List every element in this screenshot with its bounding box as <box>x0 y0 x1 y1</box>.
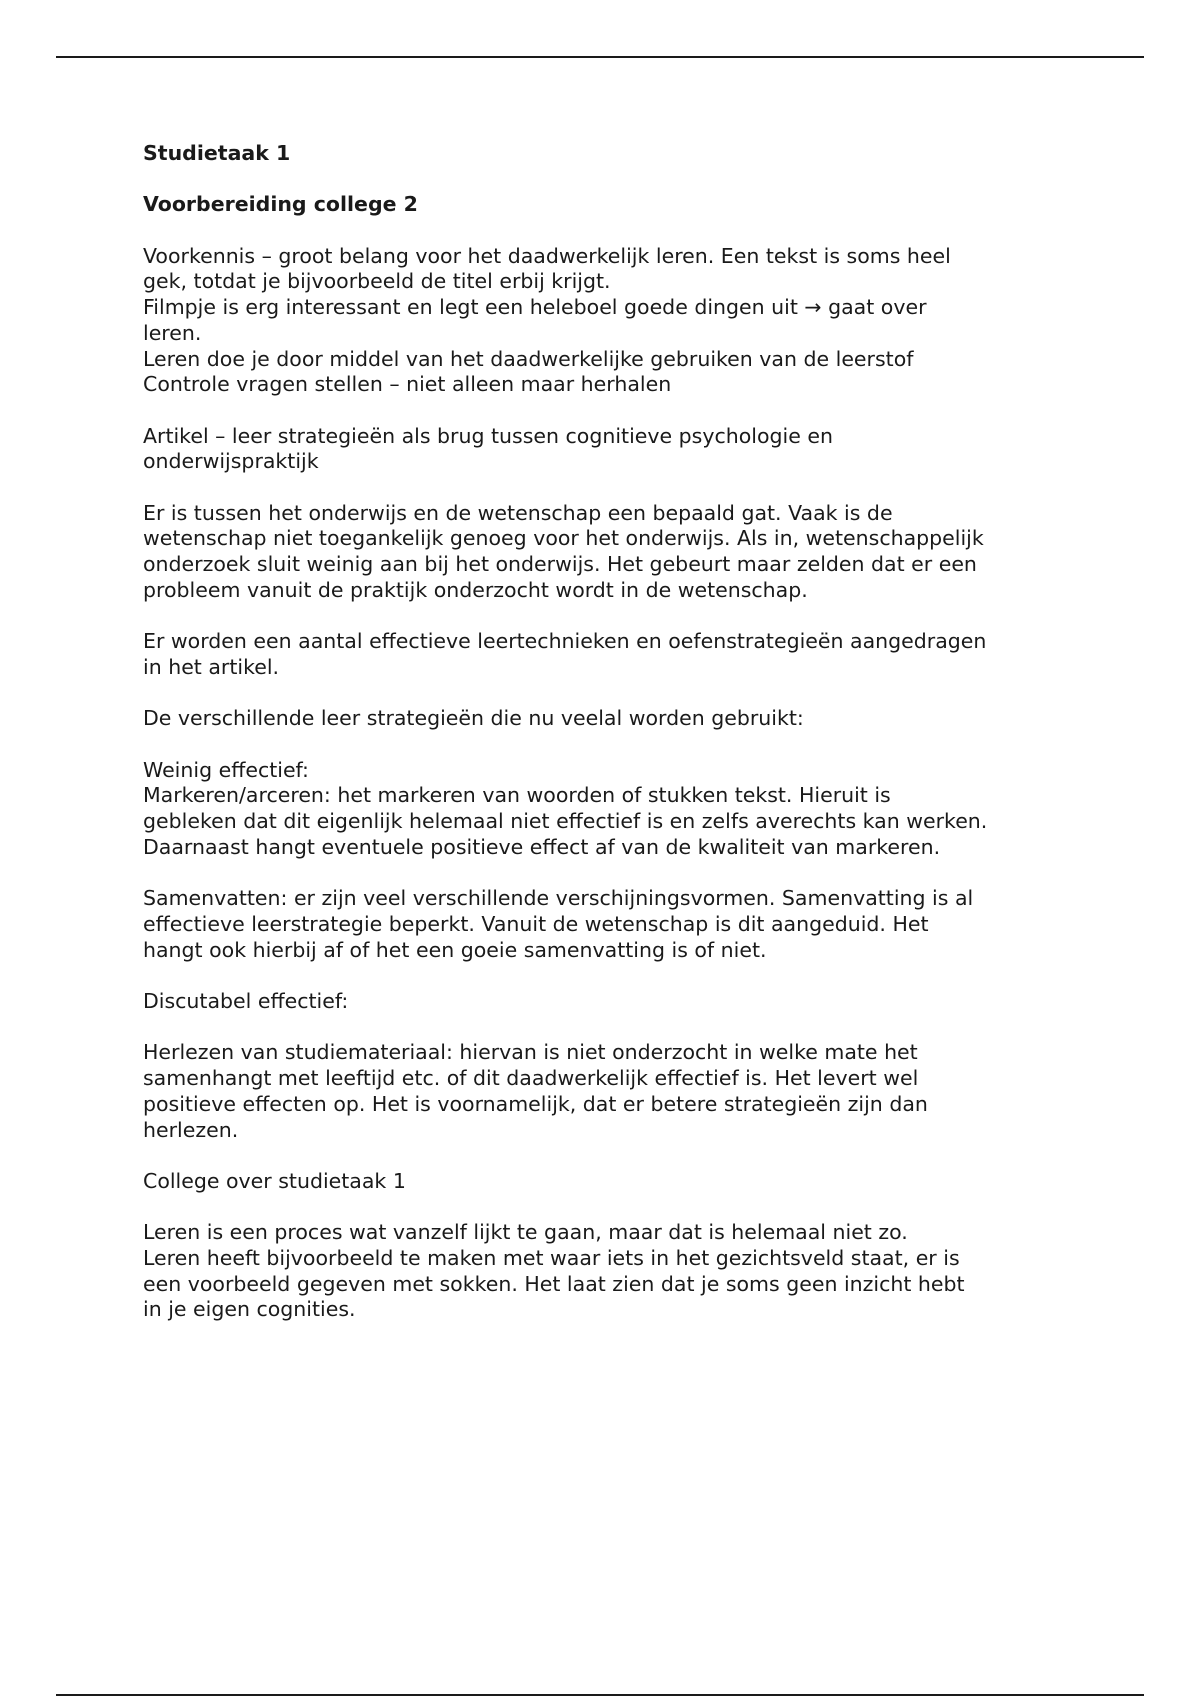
footer-rule <box>56 1694 1144 1696</box>
paragraph-artikel: Artikel – leer strategieën als brug tussen cognitieve psychologie en onderwijspraktijk <box>143 423 833 474</box>
document-body <box>143 141 1073 1323</box>
paragraph-leren-proces: Leren is een proces wat vanzelf lijkt te gaan, maar dat is helemaal niet zo. Leren heeft bijvoorbeeld te maken met waar iets in het gezichtsveld staat, er is een voorbeeld gegeven met sokken. Het laat zien dat je soms geen inzicht hebt in je eigen cognities. <box>143 1220 965 1322</box>
paragraph-weinig-effectief: Weinig effectief: Markeren/arceren: het markeren van woorden of stukken tekst. Hieruit is gebleken dat dit eigenlijk helemaal niet effectief is en zelfs averechts kan werken. Daarnaast hangt eventuele positieve effect af van de kwaliteit van markeren. <box>143 757 988 859</box>
paragraph-herlezen: Herlezen van studiemateriaal: hiervan is niet onderzocht in welke mate het samenhangt met leeftijd etc. of dit daadwerkelijk effectief is. Het levert wel positieve effecten op. Het is voornamelijk, dat er betere strategieën zijn dan herlezen. <box>143 1040 928 1142</box>
paragraph-samenvatten: Samenvatten: er zijn veel verschillende verschijningsvormen. Samenvatting is al effectieve leerstrategie beperkt. Vanuit de wetenschap is dit aangeduid. Het hangt ook hierbij af of het een goeie samenvatting is of niet. <box>143 886 974 962</box>
document-subtitle: Voorbereiding college 2 <box>143 192 418 217</box>
document-title: Studietaak 1 <box>143 141 291 165</box>
paragraph-voorkennis: Voorkennis – groot belang voor het daadwerkelijk leren. Een tekst is soms heel gek, totdat je bijvoorbeeld de titel erbij krijgt. Filmpje is erg interessant en legt een heleboel goede dingen uit → gaat over leren. Leren doe je door middel van het daadwerkelijke gebruiken van de leerstof Controle vragen stellen – niet alleen maar herhalen <box>143 243 951 397</box>
paragraph-strategieen-intro: De verschillende leer strategieën die nu veelal worden gebruikt: <box>143 706 804 731</box>
paragraph-gat-onderwijs-wetenschap: Er is tussen het onderwijs en de wetenschap een bepaald gat. Vaak is de wetenschap niet toegankelijk genoeg voor het onderwijs. Als in, wetenschappelijk onderzoek sluit weinig aan bij het onderwijs. Het gebeurt maar zelden dat er een probleem vanuit de praktijk onderzocht wordt in de wetenschap. <box>143 500 984 602</box>
paragraph-college-heading: College over studietaak 1 <box>143 1168 406 1193</box>
paragraph-leertechnieken: Er worden een aantal effectieve leertechnieken en oefenstrategieën aangedragen in het artikel. <box>143 629 987 679</box>
header-rule <box>56 56 1144 58</box>
paragraph-discutabel-effectief: Discutabel effectief: <box>143 989 349 1014</box>
